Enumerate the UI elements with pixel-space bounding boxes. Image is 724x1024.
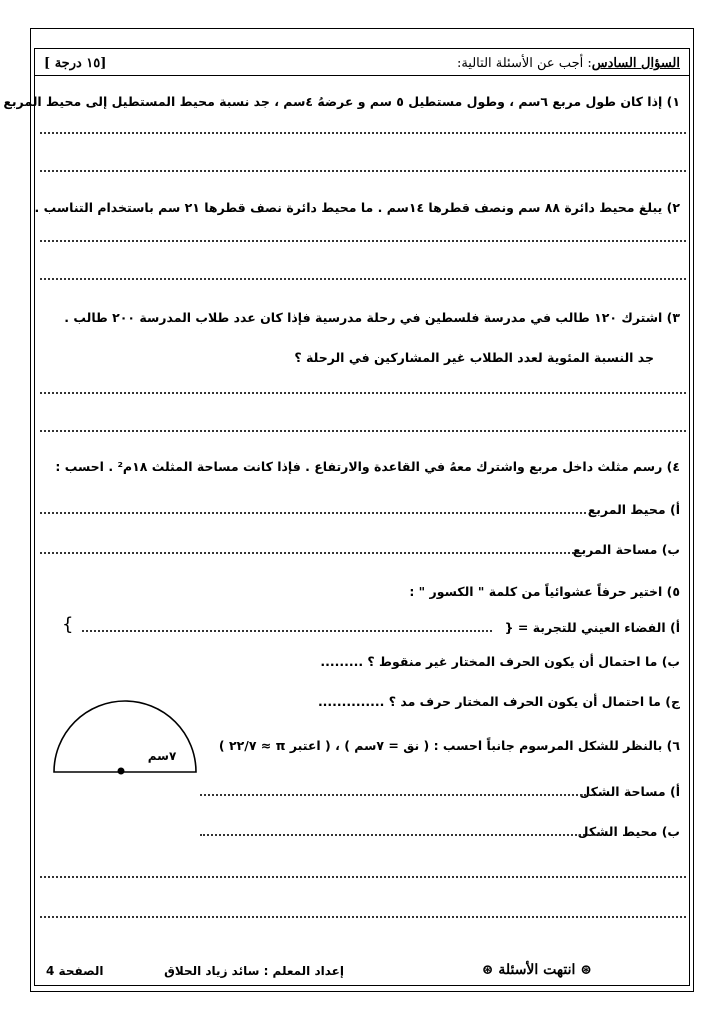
semicircle-figure bbox=[50, 696, 200, 778]
section-title: السؤال السادس bbox=[591, 56, 680, 71]
question-6: ٦) بالنظر للشكل المرسوم جانباً احسب : ( نق = ٧سم ) ، ( اعتبر π ≈ ٢٢/٧ ) bbox=[218, 738, 680, 753]
section-instruction: : أجب عن الأسئلة التالية: bbox=[456, 56, 592, 71]
question-4-a: أ) محيط المربع bbox=[587, 502, 680, 517]
question-6-b: ب) محيط الشكل bbox=[577, 824, 680, 839]
question-5-b: ب) ما احتمال أن يكون الحرف المختار غير منقوط ؟ ......... bbox=[320, 654, 680, 669]
question-4: ٤) رسم مثلث داخل مربع واشترك معهُ في القاعدة والارتفاع . فإذا كانت مساحة المثلث ١٨م² . احسب : bbox=[55, 459, 680, 474]
marks-badge: [ ١٥ درجة] bbox=[44, 56, 107, 71]
question-1: ١) إذا كان طول مربع ٦سم ، وطول مستطيل ٥ سم و عرضهُ ٤سم ، جد نسبة محيط المستطيل إلى محيط المربع bbox=[3, 94, 680, 109]
answer-line bbox=[82, 628, 492, 632]
answer-line bbox=[40, 914, 686, 918]
question-6-a: أ) مساحة الشكل bbox=[579, 784, 680, 799]
radius-label: ٧سم bbox=[147, 749, 177, 763]
question-3: ٣) اشترك ١٢٠ طالب في مدرسة فلسطين في رحلة مدرسية فإذا كان عدد طلاب المدرسة ٢٠٠ طالب . bbox=[64, 310, 680, 325]
question-5-a: أ) الفضاء العيني للتجربة = { bbox=[504, 620, 680, 635]
answer-line bbox=[40, 510, 586, 514]
question-3-part: جد النسبة المئوية لعدد الطلاب غير المشاركين في الرحلة ؟ bbox=[294, 350, 654, 365]
answer-line bbox=[40, 238, 686, 242]
answer-line bbox=[40, 276, 686, 280]
header-divider bbox=[34, 75, 690, 76]
answer-line bbox=[40, 130, 686, 134]
answer-line bbox=[40, 428, 686, 432]
answer-line bbox=[40, 390, 686, 394]
question-5: ٥) اختير حرفاً عشوائياً من كلمة " الكسور " : bbox=[409, 584, 680, 599]
answer-line bbox=[40, 168, 686, 172]
end-of-questions: ⊛ انتهت الأسئلة ⊛ bbox=[481, 962, 592, 978]
section-header bbox=[457, 56, 680, 71]
page-border-inner bbox=[34, 48, 690, 986]
center-point bbox=[118, 768, 125, 775]
answer-line bbox=[200, 832, 600, 836]
question-4-b: ب) مساحة المربع bbox=[572, 542, 680, 557]
answer-line bbox=[40, 550, 578, 554]
question-5-c: ج) ما احتمال أن يكون الحرف المختار حرف مد ؟ .............. bbox=[317, 694, 680, 709]
page-number: الصفحة 4 bbox=[46, 964, 104, 978]
set-close-brace: } bbox=[62, 614, 74, 635]
answer-line bbox=[40, 874, 686, 878]
question-2: ٢) يبلغ محيط دائرة ٨٨ سم ونصف قطرها ١٤سم . ما محيط دائرة نصف قطرها ٢١ سم باستخدام التناسب . bbox=[34, 200, 680, 215]
answer-line bbox=[200, 792, 594, 796]
teacher-credit: إعداد المعلم : سائد زياد الحلاق bbox=[164, 964, 344, 978]
